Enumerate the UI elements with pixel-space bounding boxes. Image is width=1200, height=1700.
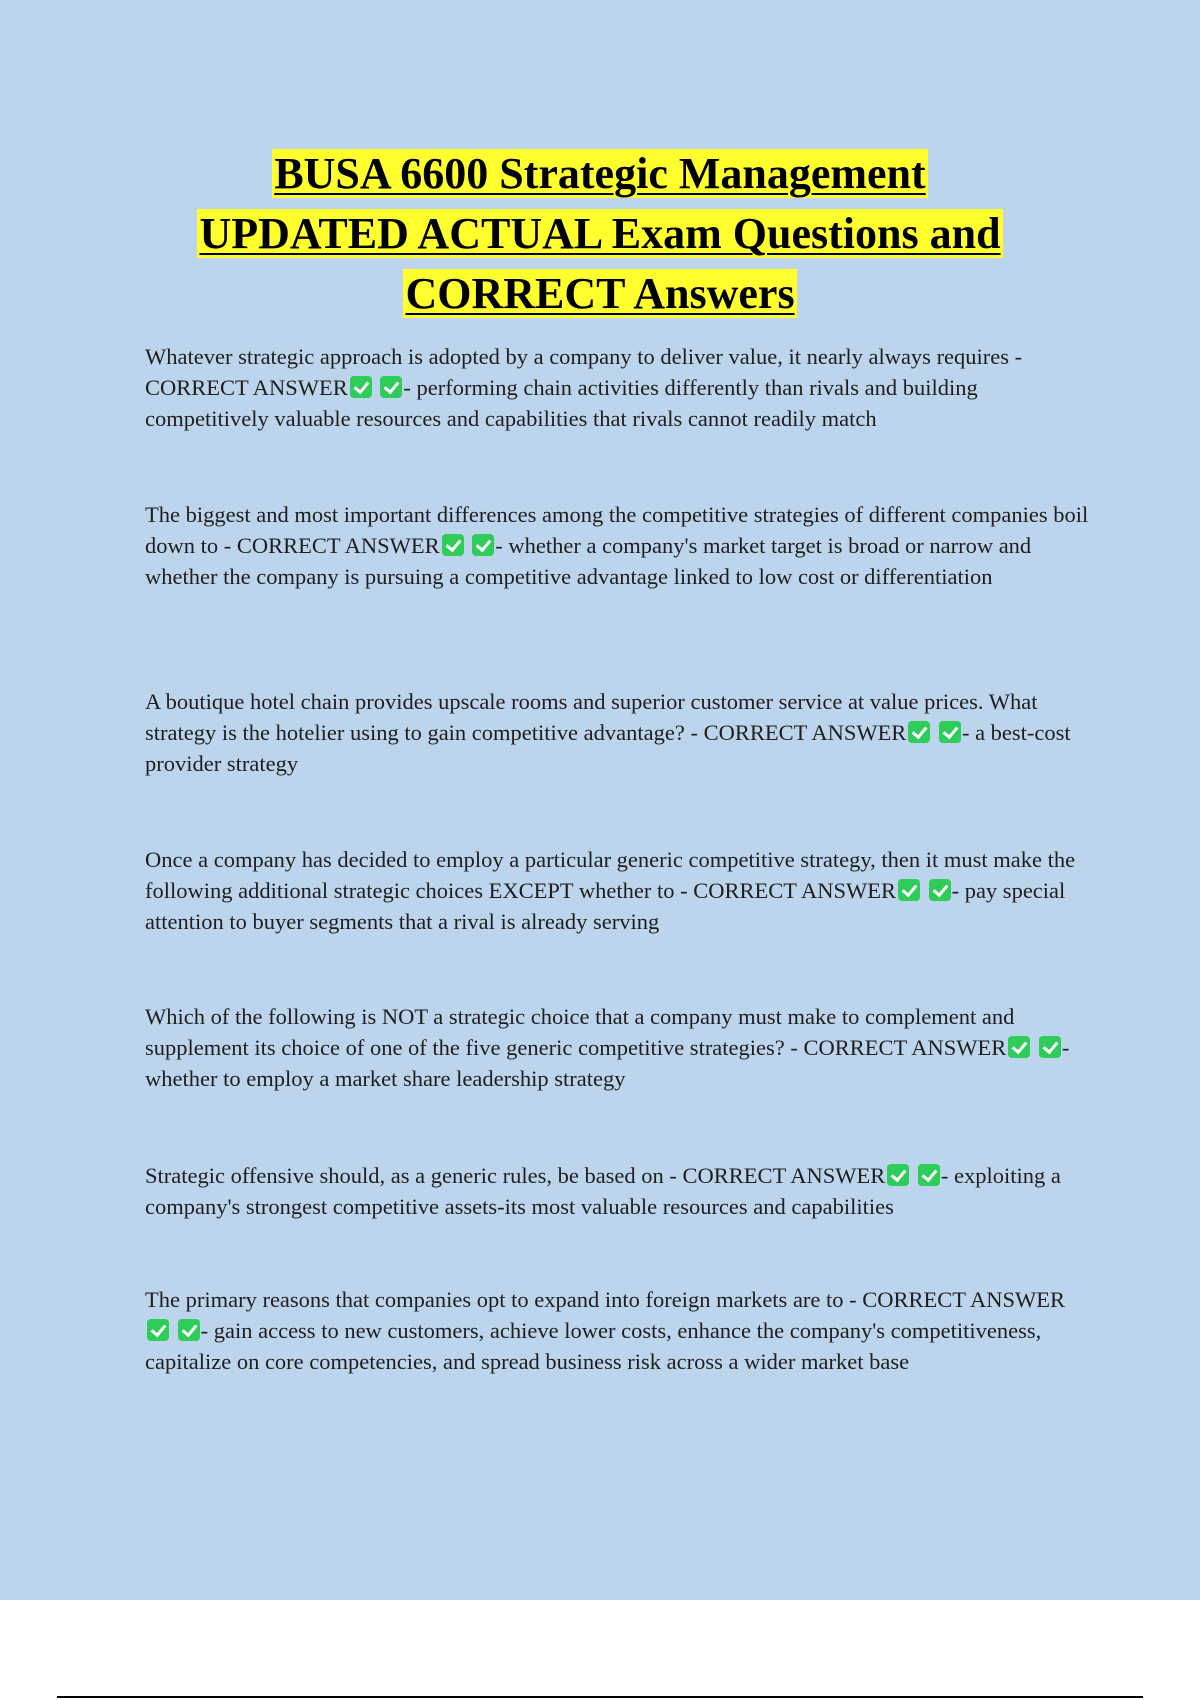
question-text: A boutique hotel chain provides upscale rooms and superior customer service at value prices. What strategy is the hotelier using to gain competitive advantage? - CORRECT ANSWER	[145, 689, 1038, 745]
answer-text: - whether to employ a market share leadership strategy	[145, 1035, 1070, 1091]
title-line-3: CORRECT Answers	[405, 269, 795, 318]
qa-item-3	[145, 686, 1090, 779]
question-text: Once a company has decided to employ a particular generic competitive strategy, then it must make the following additional strategic choices EXCEPT whether to - CORRECT ANSWER	[145, 847, 1076, 903]
check-mark-icon	[939, 721, 961, 743]
qa-item-7	[145, 1284, 1090, 1377]
check-mark-icon	[898, 879, 920, 901]
check-mark-icon	[178, 1319, 200, 1341]
title-line-1: BUSA 6600 Strategic Management	[274, 149, 926, 198]
answer-text: - exploiting a company's strongest competitive assets-its most valuable resources and capabilities	[145, 1163, 1061, 1219]
footer-divider	[57, 1696, 1143, 1698]
question-text: The biggest and most important differences among the competitive strategies of different companies boil down to - CORRECT ANSWER	[145, 502, 1089, 558]
check-mark-icon	[908, 721, 930, 743]
check-mark-icon	[380, 376, 402, 398]
check-mark-icon	[472, 534, 494, 556]
qa-item-6	[145, 1160, 1090, 1222]
check-mark-icon	[147, 1319, 169, 1341]
check-mark-icon	[918, 1164, 940, 1186]
check-mark-icon	[1039, 1036, 1061, 1058]
qa-item-4	[145, 844, 1090, 937]
question-text: Whatever strategic approach is adopted by a company to deliver value, it nearly always requires - CORRECT ANSWER	[145, 344, 1023, 400]
check-mark-icon	[929, 879, 951, 901]
qa-item-1	[145, 341, 1090, 434]
answer-text: - performing chain activities differently than rivals and building competitively valuable resources and capabilities that rivals cannot readily match	[145, 375, 978, 431]
check-mark-icon	[887, 1164, 909, 1186]
qa-item-2	[145, 499, 1090, 592]
answer-text: - whether a company's market target is broad or narrow and whether the company is pursuing a competitive advantage linked to low cost or differentiation	[145, 533, 1032, 589]
answer-text: - pay special attention to buyer segments that a rival is already serving	[145, 878, 1066, 934]
qa-item-5	[145, 1001, 1090, 1094]
question-text: Strategic offensive should, as a generic rules, be based on - CORRECT ANSWER	[145, 1163, 886, 1188]
check-mark-icon	[442, 534, 464, 556]
check-mark-icon	[350, 376, 372, 398]
question-text: Which of the following is NOT a strategic choice that a company must make to complement and supplement its choice of one of the five generic competitive strategies? - CORRECT ANSWER	[145, 1004, 1015, 1060]
answer-text: - gain access to new customers, achieve lower costs, enhance the company's competitiveness, capitalize on core competencies, and spread business risk across a wider market base	[145, 1318, 1042, 1374]
document-title	[0, 144, 1200, 324]
title-line-2: UPDATED ACTUAL Exam Questions and	[199, 209, 1001, 258]
check-mark-icon	[1008, 1036, 1030, 1058]
answer-text: - a best-cost provider strategy	[145, 720, 1071, 776]
question-text: The primary reasons that companies opt to expand into foreign markets are to - CORRECT ANSWER	[145, 1287, 1066, 1312]
